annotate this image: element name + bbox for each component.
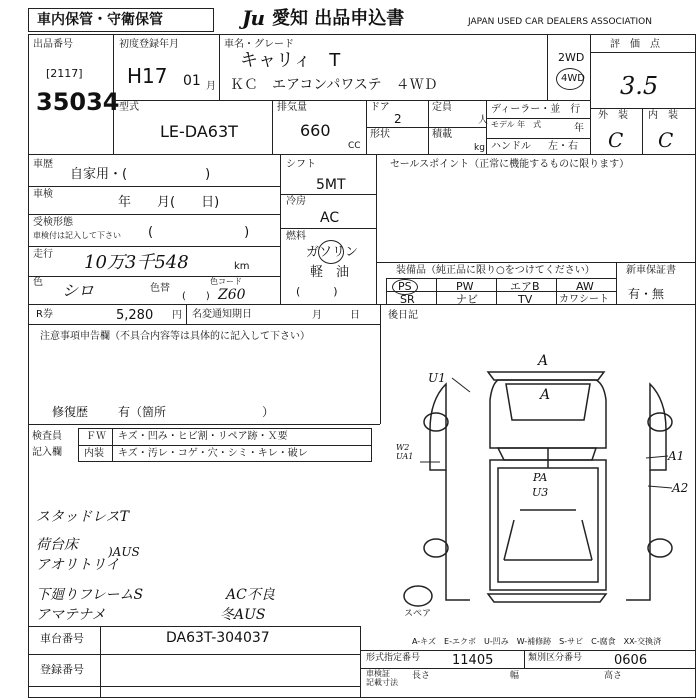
doors-value: 2 xyxy=(394,112,402,126)
drive-4wd: 4WD xyxy=(561,73,585,84)
damage-mark-left-front: U1 xyxy=(428,371,446,385)
damage-mark-front: A xyxy=(538,353,549,369)
notes-label: 注意事項申告欄（不具合内容等は具体的に記入して下さい） xyxy=(40,331,310,342)
damage-mark-left-mid: W2 UA1 xyxy=(396,443,414,461)
repair-label: 修復歴 xyxy=(52,405,89,419)
storage-label: 車内保管・守衛保管 xyxy=(37,12,163,28)
model-value: LE-DA63T xyxy=(160,122,238,141)
equipment-label: 装備品（純正品に限り○をつけてください） xyxy=(396,265,595,276)
load-label: 積載 xyxy=(432,129,452,140)
association-name: JAPAN USED CAR DEALERS ASSOCIATION xyxy=(468,17,652,27)
car-name-label: 車名・グレード xyxy=(224,39,294,50)
repair-value: 有（箇所 ） xyxy=(118,405,275,419)
damage-mark-center: PA U3 xyxy=(532,471,549,500)
type-cert-value: 11405 xyxy=(452,653,494,668)
aircon-label: 冷房 xyxy=(286,196,306,207)
doors-label: ドア xyxy=(370,102,390,113)
aircon-value: AC xyxy=(320,210,340,226)
recycle-label: R券 xyxy=(36,309,53,320)
model-year-label: モデル 年 式 xyxy=(491,120,542,129)
handle-label: ハンドル xyxy=(491,141,531,152)
first-reg-label: 初度登録年月 xyxy=(119,39,179,50)
color-label: 色 xyxy=(33,277,43,288)
dim-height-label: 高さ xyxy=(604,671,623,681)
remark-line-2: 荷台床 xyxy=(36,537,78,553)
first-reg-year: H17 xyxy=(127,64,168,88)
damage-mark-right-mid: A1 xyxy=(668,449,685,463)
car-grade: ＫＣ エアコンパワステ ４ＷＤ xyxy=(230,77,438,93)
fuel-gasoline: ガソリン xyxy=(306,245,359,260)
inspection-label: 車検 xyxy=(33,189,53,200)
category-label: 類別区分番号 xyxy=(528,653,583,663)
equip-airbag: エアB xyxy=(510,280,540,293)
equip-navi: ナビ xyxy=(456,293,478,306)
shape-label: 形状 xyxy=(370,129,390,140)
remark-line-3: アオリトリイ xyxy=(36,557,120,573)
inspector-fw-label: ＦＷ xyxy=(86,431,106,442)
inspector-label-1: 検査員 xyxy=(32,431,62,442)
sheet-title: 愛知 出品申込書 xyxy=(272,8,405,29)
accept-label: 受検形態 xyxy=(33,217,73,228)
capacity-unit: 人 xyxy=(478,115,488,126)
lot-bracket: [2117] xyxy=(46,67,83,80)
warranty-label: 新車保証書 xyxy=(626,265,676,276)
history-value: 自家用・( ) xyxy=(70,167,211,182)
recycle-unit: 円 xyxy=(172,310,182,321)
eval-score: 3.5 xyxy=(620,72,659,100)
color-code-label: 色コード xyxy=(210,277,242,286)
capacity-label: 定員 xyxy=(432,102,452,113)
load-unit: kg xyxy=(474,143,485,153)
remark-line-5: アマテナメ xyxy=(36,607,106,623)
equip-ps: PS xyxy=(398,280,412,293)
fuel-label: 燃料 xyxy=(286,231,306,242)
shift-value: 5MT xyxy=(316,177,346,193)
displacement-label: 排気量 xyxy=(277,102,307,113)
mileage-label: 走行 xyxy=(33,249,53,260)
first-reg-month-unit: 月 xyxy=(206,81,216,92)
equip-tv: TV xyxy=(518,293,533,306)
owner-notice-month: 月 xyxy=(312,310,322,321)
accept-value: ( ) xyxy=(148,225,250,240)
eval-int-grade: C xyxy=(658,128,674,152)
equip-leather: カワシート xyxy=(559,294,609,305)
owner-notice-label: 名変通知期日 xyxy=(192,309,252,320)
remark-line-5b: 冬AUS xyxy=(220,607,266,623)
remark-line-2b: )AUS xyxy=(108,545,140,559)
inspector-int-items: キズ・汚レ・コゲ・穴・シミ・キレ・破レ xyxy=(118,448,308,459)
chassis-value: DA63T-304037 xyxy=(166,630,270,646)
color-code-value: Z60 xyxy=(218,287,246,303)
damage-mark-right-rear: A2 xyxy=(672,481,689,495)
remark-line-4b: AC不良 xyxy=(226,587,275,603)
mileage-unit: km xyxy=(234,261,250,272)
color-value: シロ xyxy=(62,281,95,300)
lot-number: 35034 xyxy=(36,88,120,116)
chassis-label: 車台番号 xyxy=(40,632,84,645)
handle-value: 左・右 xyxy=(548,141,578,152)
inspector-label-2: 記入欄 xyxy=(32,447,62,458)
owner-notice-day: 日 xyxy=(350,310,360,321)
first-reg-month: 01 xyxy=(183,73,201,89)
repaint-label: 色替 xyxy=(150,283,170,294)
model-label: 型式 xyxy=(119,102,139,113)
accept-note: 車検付は記入して下さい xyxy=(33,231,121,240)
inspector-fw-items: キズ・凹み・ヒビ割・リペア跡・Ｘ要 xyxy=(118,431,288,442)
displacement-value: 660 xyxy=(300,121,331,140)
history-label: 車歴 xyxy=(33,159,53,170)
type-cert-label: 形式指定番号 xyxy=(366,653,421,663)
equip-pw: PW xyxy=(456,280,474,293)
model-year-unit: 年 xyxy=(574,123,584,134)
damage-legend: A-キズ E-エクボ U-凹み W-補修跡 S-サビ C-腐食 XX-交換済 xyxy=(412,637,662,646)
recycle-value: 5,280 xyxy=(116,308,154,323)
mileage-value: 10万3千548 xyxy=(84,252,189,273)
ju-logo: Ju xyxy=(242,6,265,30)
drive-2wd: 2WD xyxy=(558,51,585,64)
equip-sr: SR xyxy=(400,293,415,306)
eval-ext-grade: C xyxy=(608,128,624,152)
eval-int-label: 内 装 xyxy=(648,110,678,121)
rear-notes-label: 後日記 xyxy=(388,310,418,321)
spare-label: スペア xyxy=(404,609,432,619)
eval-label: 評 価 点 xyxy=(610,39,660,50)
sales-point-label: セールスポイント（正常に機能するものに限ります） xyxy=(390,159,630,170)
dimensions-label: 車検証 記載寸法 xyxy=(366,669,398,687)
eval-ext-label: 外 装 xyxy=(598,110,628,121)
damage-mark-front-2: A xyxy=(540,387,551,403)
equip-aw: AW xyxy=(576,280,594,293)
car-name: キャリィ T xyxy=(240,50,341,71)
inspection-value: 年 月( 日) xyxy=(118,195,220,210)
warranty-value: 有・無 xyxy=(628,287,665,301)
dim-length-label: 長さ xyxy=(412,671,431,681)
inspector-int-label: 内装 xyxy=(84,448,104,459)
shift-label: シフト xyxy=(286,159,316,170)
category-value: 0606 xyxy=(614,653,648,668)
remark-line-1: スタッドレスT xyxy=(36,509,129,525)
remark-line-4: 下廻りフレームS xyxy=(36,587,144,603)
repaint-value: ( ) xyxy=(182,291,210,302)
lot-label: 出品番号 xyxy=(33,39,73,50)
displacement-unit: CC xyxy=(348,141,361,151)
fuel-diesel: 軽 油 xyxy=(310,265,350,280)
registration-label: 登録番号 xyxy=(40,663,84,676)
dealer-import-label: ディーラー・並 行 xyxy=(491,104,581,115)
dim-width-label: 幅 xyxy=(510,671,520,681)
fuel-other: ( ) xyxy=(296,285,338,298)
